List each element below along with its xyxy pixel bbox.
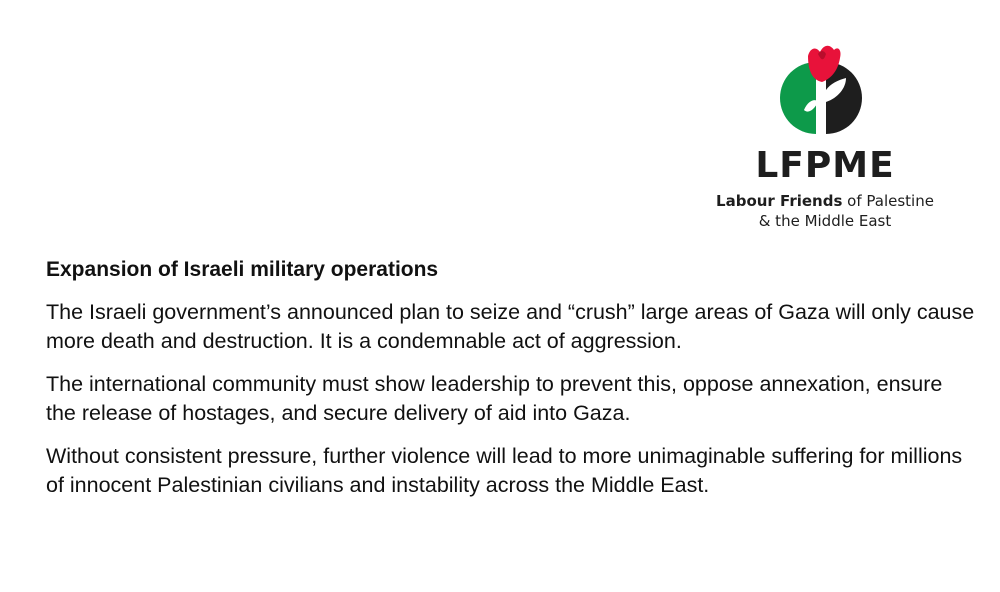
logo-subtitle-line1: [705, 191, 945, 211]
statement-heading: Expansion of Israeli military operations: [46, 258, 439, 281]
logo-acronym: LFPME: [755, 145, 895, 186]
statement-paragraph: The international community must show leadership to prevent this, oppose annexation, ensure the release of hostages, and secure delivery of aid into Gaza.: [46, 372, 943, 425]
statement-body: [46, 256, 976, 514]
logo-subtitle-bold: Labour Friends: [716, 192, 843, 210]
lfpme-logo: [705, 40, 945, 240]
statement-paragraph: The Israeli government’s announced plan to seize and “crush” large areas of Gaza will only cause more death and destruction. It is a condemnable act of aggression.: [46, 300, 975, 353]
logo-subtitle-rest: of Palestine: [842, 192, 934, 210]
rose-emblem-icon: [780, 40, 870, 140]
statement-paragraph: Without consistent pressure, further violence will lead to more unimaginable suffering for millions of innocent Palestinian civilians and instability across the Middle East.: [46, 444, 963, 497]
logo-subtitle-line2: & the Middle East: [758, 212, 892, 230]
